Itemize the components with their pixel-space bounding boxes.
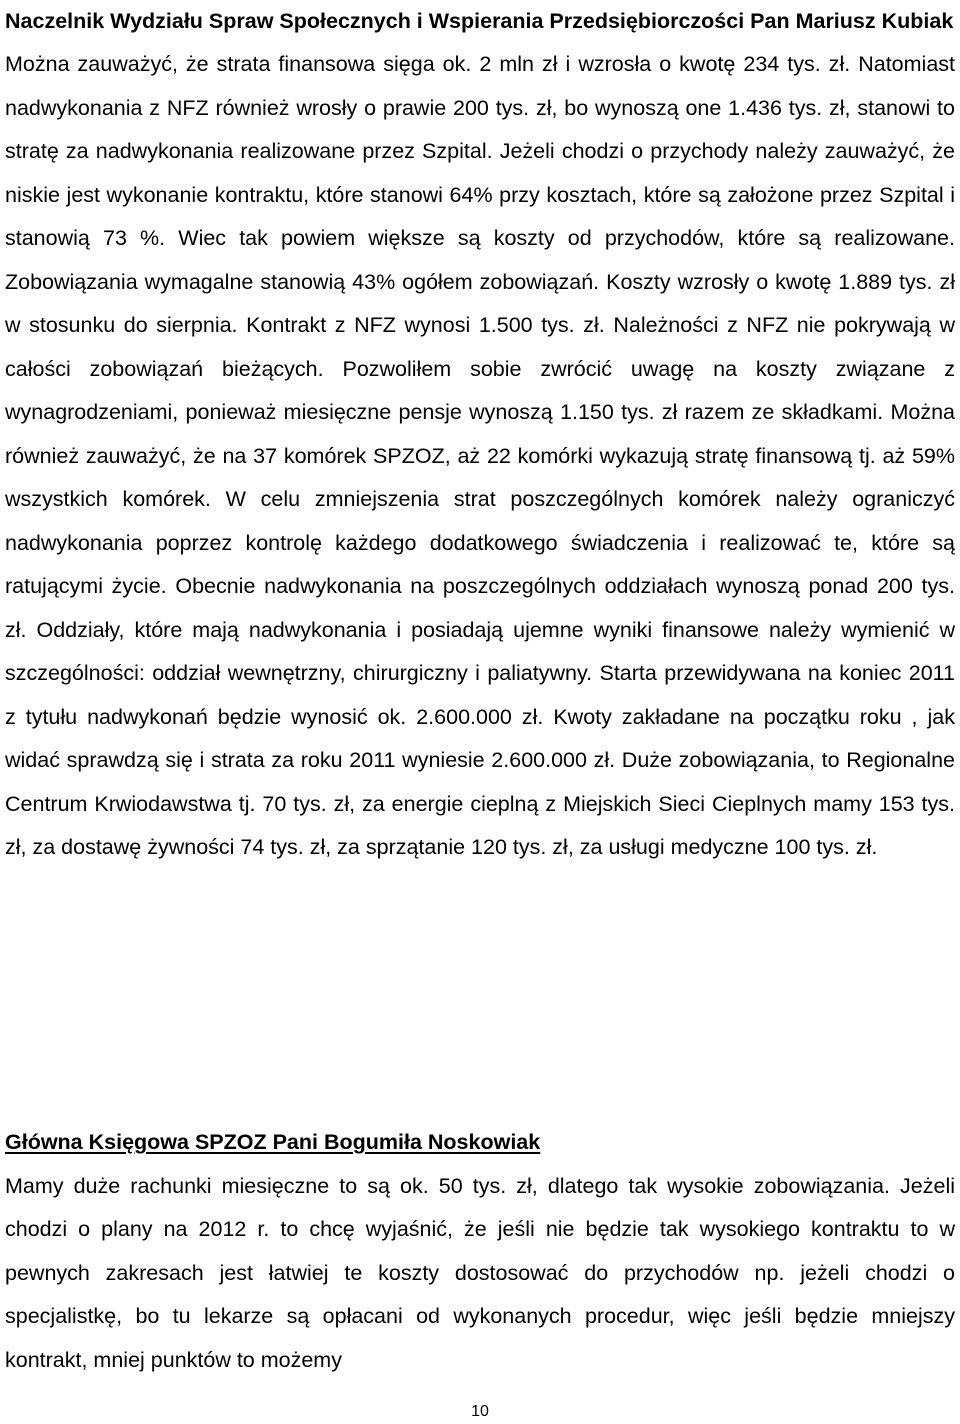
statement-paragraph-1: Można zauważyć, że strata finansowa sięga ok. 2 mln zł i wzrosła o kwotę 234 tys. zł. Natomiast nadwykonania z NFZ również wrosły o prawie 200 tys. zł, bo wynoszą one 1.436 tys. zł, stanowi to stratę za nadwykonania realizowane przez Szpital. Jeżeli chodzi o przychody należy zauważyć, że niskie jest wykonanie kontraktu, które stanowi 64% przy kosztach, które są założone przez Szpital i stanowią 73 %. Wiec tak powiem większe są koszty od przychodów, które są realizowane. Zobowiązania wymagalne stanowią 43% ogółem zobowiązań. Koszty wzrosły o kwotę 1.889 tys. zł w stosunku do sierpnia. Kontrakt z NFZ wynosi 1.500 tys. zł. Należności z NFZ nie pokrywają w całości zobowiązań bieżących. Pozwoliłem sobie zwrócić uwagę na koszty związane z wynagrodzeniami, ponieważ miesięczne pensje wynoszą 1.150 tys. zł razem ze składkami. Można również zauważyć, że na 37 komórek SPZOZ, aż 22 komórki wykazują stratę finansową tj. aż 59% wszystkich komórek. W celu zmniejszenia strat poszczególnych komórek należy ograniczyć nadwykonania poprzez kontrolę każdego dodatkowego świadczenia i realizować te, które są ratującymi życie. Obecnie nadwykonania na poszczególnych oddziałach wynoszą ponad 200 tys. zł. Oddziały, które mają nadwykonania i posiadają ujemne wyniki finansowe należy wymienić w szczególności: oddział wewnętrzny, chirurgiczny i paliatywny. Starta przewidywana na koniec 2011 z tytułu nadwykonań będzie wynosić ok. 2.600.000 zł. Kwoty zakładane na początku roku , jak widać sprawdzą się i strata za roku 2011 wyniesie 2.600.000 zł. Duże zobowiązania, to Regionalne Centrum Krwiodawstwa tj. 70 tys. zł, za energie cieplną z Miejskich Sieci Cieplnych mamy 153 tys. zł, za dostawę żywności 74 tys. zł, za sprzątanie 120 tys. zł, za usługi medyczne 100 tys. zł. bbox=[5, 52, 955, 859]
speaker-heading-2: Główna Księgowa SPZOZ Pani Bogumiła Noskowiak bbox=[5, 1130, 541, 1154]
speaker-heading-1 bbox=[5, 0, 955, 43]
document-page bbox=[5, 0, 955, 870]
page-number: 10 bbox=[471, 1403, 489, 1420]
speaker-name-1: Naczelnik Wydziału Spraw Społecznych i Wspierania Przedsiębiorczości Pan Mariusz Kubiak bbox=[5, 9, 954, 33]
statement-paragraph-2: Mamy duże rachunki miesięczne to są ok. 50 tys. zł, dlatego tak wysokie zobowiązania. Jeżeli chodzi o plany na 2012 r. to chcę wyjaśnić, że jeśli nie będzie tak wysokiego kontraktu to w pewnych zakresach jest łatwiej te koszty dostosować do przychodów np. jeżeli chodzi o specjalistkę, bo tu lekarze są opłacani od wykonanych procedur, więc jeśli będzie mniejszy kontrakt, mniej punktów to możemy bbox=[5, 1173, 955, 1372]
document-section-2 bbox=[5, 1121, 955, 1382]
